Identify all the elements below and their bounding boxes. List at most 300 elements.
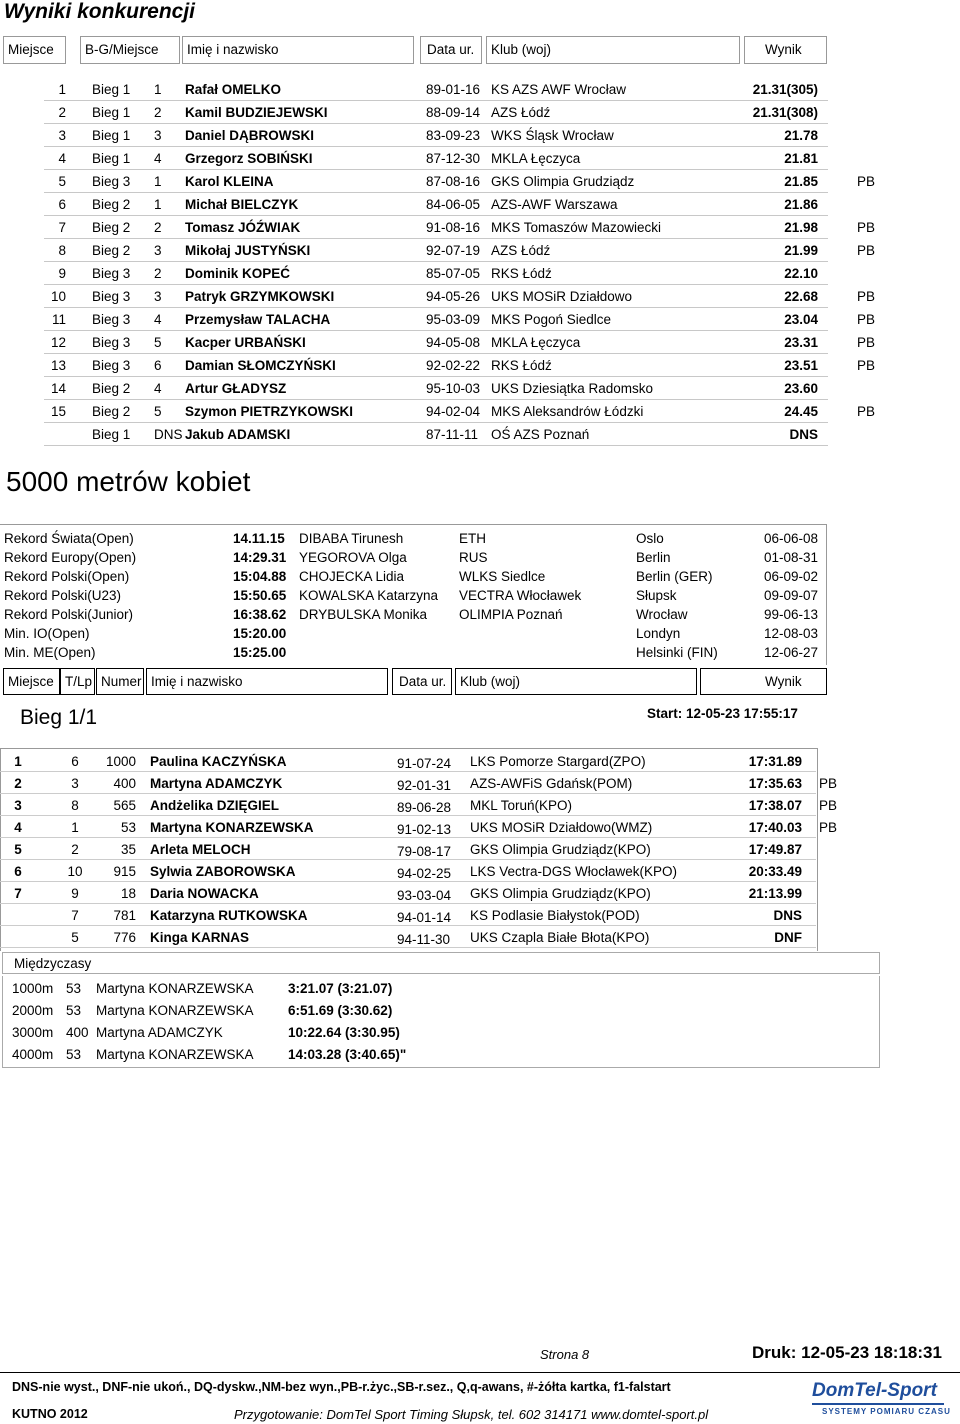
cell-name: Damian SŁOMCZYŃSKI bbox=[185, 358, 336, 373]
heat-cell-lane: 9 bbox=[71, 886, 79, 901]
heat-cell-name: Arleta MELOCH bbox=[150, 842, 251, 857]
heat-cell-name: Sylwia ZABOROWSKA bbox=[150, 864, 296, 879]
heat-cell-place: 5 bbox=[14, 842, 22, 857]
cell-dob: 85-07-05 bbox=[426, 266, 481, 281]
split-row bbox=[0, 1025, 960, 1047]
cell-heat: Bieg 1 bbox=[92, 128, 131, 143]
record-row bbox=[0, 645, 960, 664]
cell-name: Jakub ADAMSKI bbox=[185, 427, 291, 442]
split-time: 3:21.07 (3:21.07) bbox=[288, 981, 393, 996]
heat-cell-name: Andżelika DZIĘGIEL bbox=[150, 798, 280, 813]
cell-note: PB bbox=[857, 358, 876, 373]
heat-cell-result: 17:35.63 bbox=[748, 776, 802, 791]
cell-club: UKS MOSiR Działdowo bbox=[491, 289, 633, 304]
cell-pos: 1 bbox=[154, 82, 162, 97]
record-place: Słupsk bbox=[636, 588, 677, 603]
record-result: 14.11.15 bbox=[233, 531, 285, 546]
record-place: Londyn bbox=[636, 626, 681, 641]
record-date: 12-06-27 bbox=[764, 645, 819, 660]
cell-pos: 4 bbox=[154, 381, 162, 396]
cell-pos: 3 bbox=[154, 128, 162, 143]
record-place: Helsinki (FIN) bbox=[636, 645, 718, 660]
heat-cell-dob: 94-11-30 bbox=[397, 932, 451, 947]
cell-club: MKS Tomaszów Mazowiecki bbox=[491, 220, 662, 235]
table-row bbox=[0, 400, 960, 423]
heat-cell-note: PB bbox=[819, 798, 838, 813]
cell-name: Grzegorz SOBIŃSKI bbox=[185, 151, 313, 166]
header-cell-4: Klub (woj) bbox=[486, 36, 740, 64]
cell-note: PB bbox=[857, 243, 876, 258]
heat-cell-place: 3 bbox=[14, 798, 22, 813]
cell-result: 21.98 bbox=[784, 220, 818, 235]
split-number: 53 bbox=[66, 981, 82, 996]
table-row bbox=[0, 124, 960, 147]
cell-club: RKS Łódź bbox=[491, 266, 552, 281]
print-timestamp: Druk: 12-05-23 18:18:31 bbox=[752, 1343, 942, 1362]
cell-result: 23.31 bbox=[784, 335, 818, 350]
cell-result: 24.45 bbox=[784, 404, 818, 419]
table-row bbox=[0, 239, 960, 262]
cell-place: 8 bbox=[58, 243, 66, 258]
cell-note: PB bbox=[857, 312, 876, 327]
cell-dob: 89-01-16 bbox=[426, 82, 481, 97]
cell-club: MKLA Łęczyca bbox=[491, 335, 581, 350]
heat-result-row bbox=[0, 772, 960, 794]
heat-cell-num: 1000 bbox=[105, 754, 136, 769]
heat-result-row bbox=[0, 816, 960, 838]
cell-club: MKLA Łęczyca bbox=[491, 151, 581, 166]
heat-cell-result: DNS bbox=[773, 908, 802, 923]
cell-place: 11 bbox=[51, 312, 66, 327]
cell-pos: 2 bbox=[154, 105, 162, 120]
cell-result: DNS bbox=[789, 427, 818, 442]
cell-name: Przemysław TALACHA bbox=[185, 312, 331, 327]
record-row bbox=[0, 626, 960, 645]
cell-heat: Bieg 2 bbox=[92, 197, 131, 212]
split-distance: 1000m bbox=[12, 981, 54, 996]
cell-name: Rafał OMELKO bbox=[185, 82, 282, 97]
heat-cell-result: 17:31.89 bbox=[748, 754, 802, 769]
cell-note: PB bbox=[857, 174, 876, 189]
table-row bbox=[0, 170, 960, 193]
heat-cell-place: 4 bbox=[14, 820, 22, 835]
logo-text: DomTel-Sport bbox=[812, 1380, 937, 1401]
cell-pos: 4 bbox=[154, 312, 162, 327]
heat-cell-lane: 5 bbox=[71, 930, 79, 945]
heat-title: Bieg 1/1 bbox=[20, 706, 98, 729]
cell-pos: 2 bbox=[154, 220, 162, 235]
cell-result: 21.99 bbox=[784, 243, 818, 258]
record-row bbox=[0, 550, 960, 569]
table-row bbox=[0, 78, 960, 101]
cell-name: Kamil BUDZIEJEWSKI bbox=[185, 105, 328, 120]
record-date: 12-08-03 bbox=[764, 626, 819, 641]
cell-place: 10 bbox=[50, 289, 66, 304]
cell-result: 21.85 bbox=[784, 174, 818, 189]
heat-cell-club: LKS Vectra-DGS Włocławek(KPO) bbox=[470, 864, 678, 879]
start-time: Start: 12-05-23 17:55:17 bbox=[647, 706, 798, 721]
record-row bbox=[0, 531, 960, 550]
cell-heat: Bieg 3 bbox=[92, 266, 131, 281]
split-row bbox=[0, 1003, 960, 1025]
heat-cell-num: 776 bbox=[113, 930, 136, 945]
record-date: 01-08-31 bbox=[764, 550, 819, 565]
heat-cell-name: Kinga KARNAS bbox=[150, 930, 250, 945]
heat-cell-note: PB bbox=[819, 820, 838, 835]
record-club: ETH bbox=[459, 531, 486, 546]
logo-subtitle: SYSTEMY POMIARU CZASU bbox=[822, 1407, 951, 1416]
table-row bbox=[0, 377, 960, 400]
cell-dob: 94-05-08 bbox=[426, 335, 481, 350]
heat-cell-note: PB bbox=[819, 776, 838, 791]
split-name: Martyna KONARZEWSKA bbox=[96, 1047, 254, 1062]
cell-result: 23.60 bbox=[784, 381, 818, 396]
heat-cell-num: 53 bbox=[120, 820, 136, 835]
page-title: Wyniki konkurencji bbox=[4, 0, 195, 23]
cell-result: 21.81 bbox=[784, 151, 818, 166]
cell-heat: Bieg 1 bbox=[92, 151, 131, 166]
record-row bbox=[0, 588, 960, 607]
cell-club: UKS Dziesiątka Radomsko bbox=[491, 381, 654, 396]
cell-place: 12 bbox=[50, 335, 66, 350]
event-title: 5000 metrów kobiet bbox=[6, 466, 251, 497]
heat-header-cell-4: Data ur. bbox=[392, 668, 452, 695]
heat-cell-name: Paulina KACZYŃSKA bbox=[150, 754, 287, 769]
heat-cell-name: Martyna ADAMCZYK bbox=[150, 776, 283, 791]
heat-cell-result: 17:38.07 bbox=[748, 798, 802, 813]
heat-cell-club: GKS Olimpia Grudziądz(KPO) bbox=[470, 886, 651, 901]
table-row bbox=[0, 193, 960, 216]
split-time: 14:03.28 (3:40.65)" bbox=[288, 1047, 407, 1062]
heat-cell-lane: 10 bbox=[67, 864, 83, 879]
cell-club: OŚ AZS Poznań bbox=[491, 427, 590, 442]
heat-cell-club: UKS MOSiR Działdowo(WMZ) bbox=[470, 820, 653, 835]
cell-name: Mikołaj JUSTYŃSKI bbox=[185, 243, 311, 258]
heat-result-row bbox=[0, 882, 960, 904]
heat-cell-num: 400 bbox=[113, 776, 136, 791]
split-distance: 4000m bbox=[12, 1047, 54, 1062]
record-row bbox=[0, 569, 960, 588]
cell-club: AZS Łódź bbox=[491, 105, 551, 120]
heat-result-row bbox=[0, 926, 960, 948]
cell-place: 9 bbox=[58, 266, 66, 281]
record-label: Rekord Świata(Open) bbox=[4, 531, 134, 546]
record-result: 14:29.31 bbox=[233, 550, 287, 565]
heat-cell-dob: 91-02-13 bbox=[397, 822, 452, 837]
record-date: 06-06-08 bbox=[764, 531, 819, 546]
record-date: 99-06-13 bbox=[764, 607, 819, 622]
cell-name: Michał BIELCZYK bbox=[185, 197, 299, 212]
heat-result-row bbox=[0, 794, 960, 816]
heat-cell-lane: 1 bbox=[71, 820, 79, 835]
record-result: 15:04.88 bbox=[233, 569, 287, 584]
event-name: KUTNO 2012 bbox=[12, 1407, 88, 1421]
cell-result: 23.04 bbox=[784, 312, 818, 327]
record-label: Rekord Polski(U23) bbox=[4, 588, 122, 603]
cell-note: PB bbox=[857, 335, 876, 350]
cell-heat: Bieg 2 bbox=[92, 381, 131, 396]
record-club: VECTRA Włocławek bbox=[459, 588, 582, 603]
cell-dob: 87-12-30 bbox=[426, 151, 481, 166]
heat-cell-club: UKS Czapla Białe Błota(KPO) bbox=[470, 930, 650, 945]
cell-dob: 87-08-16 bbox=[426, 174, 481, 189]
cell-dob: 92-07-19 bbox=[426, 243, 481, 258]
heat-cell-num: 565 bbox=[113, 798, 136, 813]
cell-club: KS AZS AWF Wrocław bbox=[491, 82, 627, 97]
record-label: Min. IO(Open) bbox=[4, 626, 90, 641]
heat-cell-place: 2 bbox=[14, 776, 22, 791]
cell-place: 6 bbox=[58, 197, 66, 212]
cell-result: 21.86 bbox=[784, 197, 818, 212]
cell-name: Daniel DĄBROWSKI bbox=[185, 128, 315, 143]
heat-cell-num: 35 bbox=[120, 842, 136, 857]
split-number: 400 bbox=[66, 1025, 89, 1040]
heat-cell-result: 17:49.87 bbox=[748, 842, 802, 857]
record-result: 15:50.65 bbox=[233, 588, 287, 603]
heat-cell-club: KS Podlasie Białystok(POD) bbox=[470, 908, 640, 923]
record-name: YEGOROVA Olga bbox=[299, 550, 407, 565]
heat-cell-dob: 94-01-14 bbox=[397, 910, 452, 925]
heat-cell-club: MKL Toruń(KPO) bbox=[470, 798, 573, 813]
domtel-logo bbox=[808, 1380, 951, 1420]
cell-pos: 4 bbox=[154, 151, 162, 166]
heat-cell-name: Katarzyna RUTKOWSKA bbox=[150, 908, 308, 923]
header-cell-2: Imię i nazwisko bbox=[182, 36, 414, 64]
heat-cell-name: Daria NOWACKA bbox=[150, 886, 259, 901]
header-cell-1: B-G/Miejsce bbox=[80, 36, 180, 64]
header-cell-5: Wynik bbox=[744, 36, 827, 64]
table-row bbox=[0, 147, 960, 170]
heat-cell-club: GKS Olimpia Grudziądz(KPO) bbox=[470, 842, 651, 857]
record-place: Berlin bbox=[636, 550, 671, 565]
record-label: Rekord Europy(Open) bbox=[4, 550, 137, 565]
heat-cell-num: 18 bbox=[120, 886, 136, 901]
heat-header-cell-5: Klub (woj) bbox=[455, 668, 697, 695]
record-name: KOWALSKA Katarzyna bbox=[299, 588, 439, 603]
cell-dob: 84-06-05 bbox=[426, 197, 481, 212]
table-row bbox=[0, 285, 960, 308]
cell-place: 1 bbox=[58, 82, 66, 97]
cell-club: GKS Olimpia Grudziądz bbox=[491, 174, 635, 189]
cell-place: 13 bbox=[50, 358, 66, 373]
cell-heat: Bieg 2 bbox=[92, 220, 131, 235]
record-place: Wrocław bbox=[636, 607, 688, 622]
cell-dob: 87-11-11 bbox=[426, 427, 479, 442]
cell-name: Artur GŁADYSZ bbox=[185, 381, 287, 396]
cell-club: RKS Łódź bbox=[491, 358, 552, 373]
heat-cell-num: 915 bbox=[113, 864, 136, 879]
cell-place: 15 bbox=[50, 404, 66, 419]
cell-place: 4 bbox=[58, 151, 66, 166]
record-place: Oslo bbox=[636, 531, 664, 546]
heat-cell-dob: 91-07-24 bbox=[397, 756, 452, 771]
record-result: 15:25.00 bbox=[233, 645, 287, 660]
record-label: Rekord Polski(Junior) bbox=[4, 607, 134, 622]
heat-cell-lane: 8 bbox=[71, 798, 79, 813]
heat-cell-result: 20:33.49 bbox=[748, 864, 802, 879]
table-row bbox=[0, 262, 960, 285]
heat-result-row bbox=[0, 838, 960, 860]
cell-pos: 6 bbox=[154, 358, 162, 373]
heat-header-cell-0: Miejsce bbox=[3, 668, 60, 695]
split-distance: 3000m bbox=[12, 1025, 54, 1040]
heat-cell-club: AZS-AWFiS Gdańsk(POM) bbox=[470, 776, 633, 791]
cell-result: 21.31(305) bbox=[752, 82, 818, 97]
heat-cell-num: 781 bbox=[113, 908, 136, 923]
split-number: 53 bbox=[66, 1003, 82, 1018]
record-club: RUS bbox=[459, 550, 488, 565]
split-name: Martyna ADAMCZYK bbox=[96, 1025, 223, 1040]
cell-result: 23.51 bbox=[784, 358, 818, 373]
record-result: 15:20.00 bbox=[233, 626, 287, 641]
split-time: 10:22.64 (3:30.95) bbox=[288, 1025, 400, 1040]
cell-club: AZS Łódź bbox=[491, 243, 551, 258]
table-row bbox=[0, 354, 960, 377]
cell-heat: Bieg 2 bbox=[92, 404, 131, 419]
cell-place: 5 bbox=[58, 174, 66, 189]
record-club: WLKS Siedlce bbox=[459, 569, 546, 584]
cell-result: 22.10 bbox=[784, 266, 818, 281]
record-name: DIBABA Tirunesh bbox=[299, 531, 404, 546]
heat-result-row bbox=[0, 750, 960, 772]
heat-cell-dob: 89-06-28 bbox=[397, 800, 452, 815]
heat-cell-dob: 79-08-17 bbox=[397, 844, 452, 859]
cell-dob: 83-09-23 bbox=[426, 128, 481, 143]
heat-cell-result: 17:40.03 bbox=[748, 820, 802, 835]
cell-heat: Bieg 3 bbox=[92, 335, 131, 350]
cell-name: Patryk GRZYMKOWSKI bbox=[185, 289, 335, 304]
splits-title-box bbox=[2, 952, 880, 974]
table-row bbox=[0, 308, 960, 331]
split-number: 53 bbox=[66, 1047, 82, 1062]
prepared-by: Przygotowanie: DomTel Sport Timing Słupsk, tel. 602 314171 www.domtel-sport.pl bbox=[234, 1407, 709, 1422]
heat-cell-lane: 2 bbox=[71, 842, 79, 857]
cell-dob: 92-02-22 bbox=[426, 358, 481, 373]
cell-pos: 5 bbox=[154, 404, 162, 419]
cell-place: 3 bbox=[58, 128, 66, 143]
record-name: CHOJECKA Lidia bbox=[299, 569, 405, 584]
cell-dob: 94-05-26 bbox=[426, 289, 481, 304]
heat-header-cell-2: Numer bbox=[96, 668, 144, 695]
cell-result: 21.31(308) bbox=[752, 105, 818, 120]
cell-name: Tomasz JÓŹWIAK bbox=[185, 220, 301, 235]
table-row bbox=[0, 331, 960, 354]
heat-cell-result: 21:13.99 bbox=[748, 886, 802, 901]
table-row bbox=[0, 101, 960, 124]
cell-name: Szymon PIETRZYKOWSKI bbox=[185, 404, 354, 419]
cell-pos: 3 bbox=[154, 289, 162, 304]
heat-result-row bbox=[0, 904, 960, 926]
cell-club: WKS Śląsk Wrocław bbox=[491, 128, 614, 143]
cell-dob: 95-10-03 bbox=[426, 381, 481, 396]
header-cell-0: Miejsce bbox=[3, 36, 66, 64]
cell-dob: 95-03-09 bbox=[426, 312, 481, 327]
table-row bbox=[0, 216, 960, 239]
heat-cell-club: LKS Pomorze Stargard(ZPO) bbox=[470, 754, 646, 769]
heat-cell-place: 1 bbox=[14, 754, 22, 769]
heat-cell-name: Martyna KONARZEWSKA bbox=[150, 820, 314, 835]
cell-pos: 1 bbox=[154, 197, 162, 212]
cell-pos: DNS bbox=[154, 427, 183, 442]
cell-heat: Bieg 3 bbox=[92, 358, 131, 373]
heat-header-cell-1: T/Lp bbox=[60, 668, 95, 695]
heat-cell-dob: 92-01-31 bbox=[397, 778, 452, 793]
split-time: 6:51.69 (3:30.62) bbox=[288, 1003, 393, 1018]
cell-note: PB bbox=[857, 220, 876, 235]
record-date: 06-09-02 bbox=[764, 569, 819, 584]
cell-club: MKS Aleksandrów Łódzki bbox=[491, 404, 644, 419]
page-number: Strona 8 bbox=[540, 1347, 590, 1362]
split-name: Martyna KONARZEWSKA bbox=[96, 1003, 254, 1018]
footer-divider bbox=[0, 1372, 960, 1373]
table-row bbox=[0, 423, 960, 446]
split-distance: 2000m bbox=[12, 1003, 54, 1018]
cell-heat: Bieg 1 bbox=[92, 427, 131, 442]
split-name: Martyna KONARZEWSKA bbox=[96, 981, 254, 996]
cell-note: PB bbox=[857, 404, 876, 419]
cell-heat: Bieg 3 bbox=[92, 312, 131, 327]
cell-heat: Bieg 1 bbox=[92, 82, 131, 97]
cell-pos: 5 bbox=[154, 335, 162, 350]
heat-cell-dob: 93-03-04 bbox=[397, 888, 452, 903]
record-row bbox=[0, 607, 960, 626]
record-date: 09-09-07 bbox=[764, 588, 819, 603]
cell-name: Dominik KOPEĆ bbox=[185, 266, 291, 281]
cell-heat: Bieg 3 bbox=[92, 174, 131, 189]
cell-dob: 88-09-14 bbox=[426, 105, 481, 120]
record-label: Min. ME(Open) bbox=[4, 645, 96, 660]
heat-cell-lane: 7 bbox=[71, 908, 79, 923]
split-row bbox=[0, 981, 960, 1003]
heat-cell-result: DNF bbox=[774, 930, 802, 945]
cell-pos: 2 bbox=[154, 266, 162, 281]
cell-dob: 91-08-16 bbox=[426, 220, 481, 235]
heat-cell-place: 7 bbox=[14, 886, 22, 901]
cell-note: PB bbox=[857, 289, 876, 304]
heat-cell-place: 6 bbox=[14, 864, 22, 879]
cell-place: 7 bbox=[58, 220, 66, 235]
split-row bbox=[0, 1047, 960, 1069]
record-place: Berlin (GER) bbox=[636, 569, 713, 584]
cell-club: MKS Pogoń Siedlce bbox=[491, 312, 612, 327]
cell-place: 2 bbox=[58, 105, 66, 120]
cell-heat: Bieg 1 bbox=[92, 105, 131, 120]
header-cell-3: Data ur. bbox=[420, 36, 482, 64]
heat-cell-dob: 94-02-25 bbox=[397, 866, 452, 881]
cell-name: Kacper URBAŃSKI bbox=[185, 335, 306, 350]
cell-dob: 94-02-04 bbox=[426, 404, 481, 419]
heat-cell-lane: 3 bbox=[71, 776, 79, 791]
heat-header-cell-3: Imię i nazwisko bbox=[146, 668, 388, 695]
record-result: 16:38.62 bbox=[233, 607, 287, 622]
cell-club: AZS-AWF Warszawa bbox=[491, 197, 618, 212]
record-label: Rekord Polski(Open) bbox=[4, 569, 130, 584]
cell-pos: 3 bbox=[154, 243, 162, 258]
cell-place: 14 bbox=[50, 381, 66, 396]
heat-cell-lane: 6 bbox=[71, 754, 79, 769]
cell-heat: Bieg 3 bbox=[92, 289, 131, 304]
cell-name: Karol KLEINA bbox=[185, 174, 274, 189]
heat-result-row bbox=[0, 860, 960, 882]
cell-result: 22.68 bbox=[784, 289, 818, 304]
splits-title: Międzyczasy bbox=[14, 956, 92, 971]
cell-pos: 1 bbox=[154, 174, 162, 189]
record-club: OLIMPIA Poznań bbox=[459, 607, 563, 622]
heat-header-cell-6: Wynik bbox=[700, 668, 827, 695]
record-name: DRYBULSKA Monika bbox=[299, 607, 428, 622]
cell-heat: Bieg 2 bbox=[92, 243, 131, 258]
cell-result: 21.78 bbox=[784, 128, 818, 143]
